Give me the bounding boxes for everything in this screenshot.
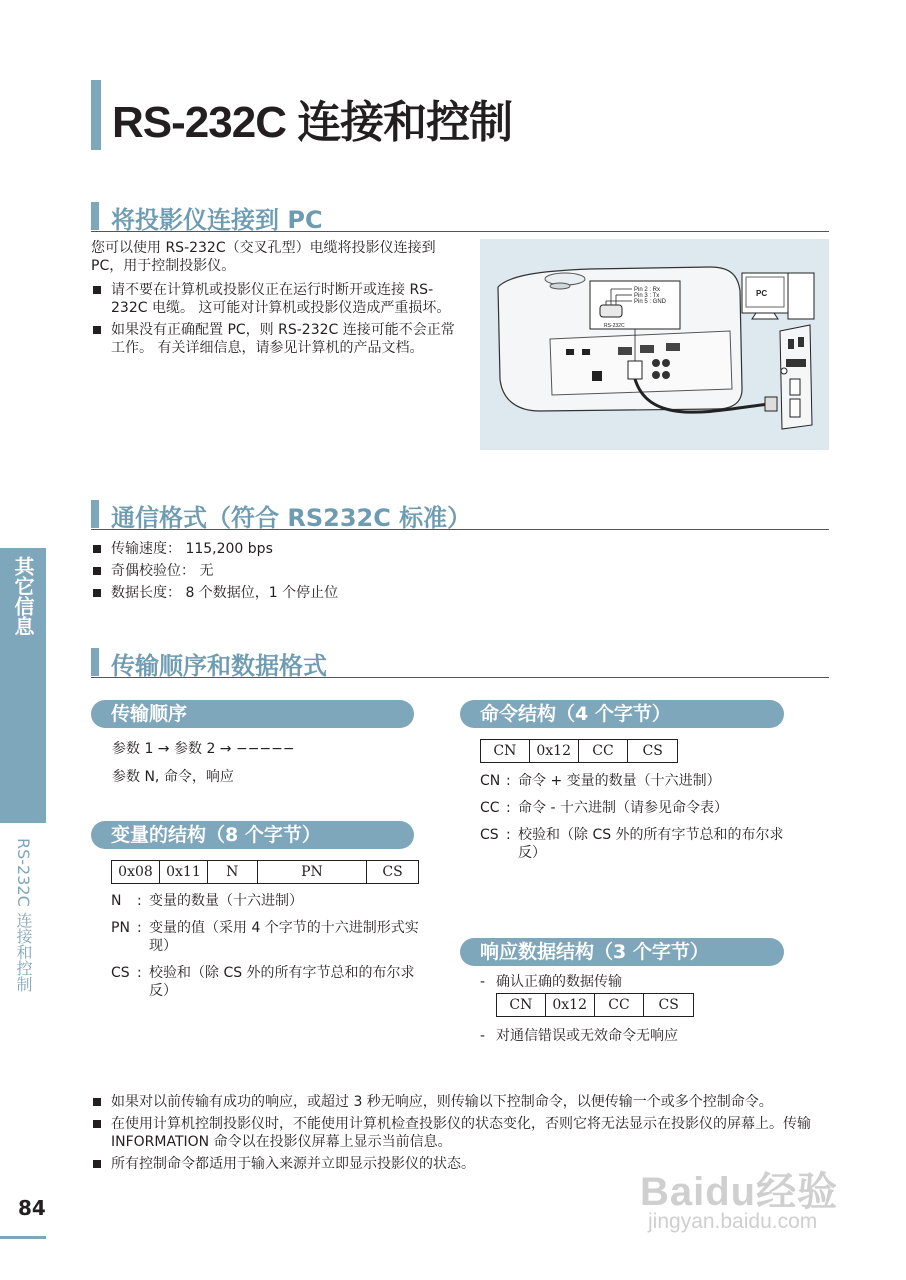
list-item: 所有控制命令都适用于输入来源并立即显示投影仪的状态。 [91,1155,876,1173]
desc-row: CC : 命令 - 十六进制（请参见命令表） [480,799,800,817]
desc-key: PN [111,920,130,936]
watermark-logo: Baidu经验 [640,1170,839,1214]
warning-list [91,281,466,357]
title-accent-bar [91,80,101,150]
variable-byte-table [111,860,419,884]
projector-pc-diagram [480,239,829,450]
connection-illustration [480,239,829,450]
section-heading-comm-format [91,498,829,530]
side-section-label: RS-232C 连接和控制 [14,838,33,992]
command-descriptions [480,772,800,871]
desc-value: 校验和（除 CS 外的所有字节总和的布尔求反） [149,965,415,999]
pc-tower-icon [788,273,814,319]
desc-row: CS : 校验和（除 CS 外的所有字节总和的布尔求反） [111,964,421,1000]
page-number: 84 [18,1196,46,1220]
desc-value: 校验和（除 CS 外的所有字节总和的布尔求反） [518,827,784,861]
section-accent-bar [91,500,99,528]
transmission-sequence [112,740,412,786]
list-item: 数据长度： 8 个数据位，1 个停止位 [91,584,591,602]
db9-connector-icon [600,305,622,317]
page-title: RS-232C 连接和控制 [112,98,513,147]
section-title: 将投影仪连接到 PC [111,206,323,234]
command-byte-table [480,739,678,763]
table-cell: CN [481,740,530,763]
section-accent-bar [91,648,99,676]
page-number-rule [0,1236,46,1239]
list-item: 请不要在计算机或投影仪正在运行时断开或连接 RS-232C 电缆。 这可能对计算机或投影仪造成严重损坏。 [91,281,466,317]
response-note: 确认正确的数据传输 [496,974,622,990]
desc-value: 变量的值（采用 4 个字节的十六进制形式实现） [149,920,419,954]
cable-plug [765,397,777,411]
table-cell: CC [594,994,644,1017]
desc-value: 命令 + 变量的数量（十六进制） [518,773,721,789]
pill-variable-structure: 变量的结构（8 个字节） [91,821,414,849]
projector-vent [550,283,570,289]
port-label: RS-232C [604,323,625,329]
list-item: 奇偶校验位： 无 [91,562,591,580]
desc-row: PN : 变量的值（采用 4 个字节的十六进制形式实现） [111,919,421,955]
side-tab-label: 其它信息 [11,556,35,636]
section-accent-bar [91,202,99,230]
sequence-line: 参数 N, 命令，响应 [112,769,234,785]
pin-label: Pin 3 : Tx [634,293,660,299]
list-item: 在使用计算机控制投影仪时，不能使用计算机检查投影仪的状态变化，否则它将无法显示在投影仪的屏幕上。传输 INFORMATION 命令以在投影仪屏幕上显示当前信息。 [91,1115,876,1151]
variable-descriptions [111,892,421,1009]
desc-key: CN [480,773,501,789]
table-cell: CS [628,740,678,763]
response-note: 对通信错误或无效命令无响应 [496,1028,678,1044]
section2-body [91,540,591,606]
desc-key: CC [480,800,500,816]
table-cell: N [207,861,257,884]
pin-label: Pin 5 : GND [634,299,667,305]
desc-row: CN : 命令 + 变量的数量（十六进制） [480,772,800,790]
table-row [112,861,419,884]
table-row [497,994,694,1017]
watermark-url: jingyan.baidu.com [648,1210,818,1233]
section-title: 传输顺序和数据格式 [111,652,327,680]
intro-paragraph: 您可以使用 RS-232C（交叉孔型）电缆将投影仪连接到 PC，用于控制投影仪。 [91,240,436,274]
table-cell: CS [367,861,419,884]
section-heading-sequence [91,646,829,678]
response-byte-table [496,993,694,1017]
list-item: 如果对以前传输有成功的响应，或超过 3 秒无响应，则传输以下控制命令，以便传输一个或多个控制命令。 [91,1093,876,1111]
pc-label: PC [756,289,768,298]
desc-value: 变量的数量（十六进制） [149,893,303,909]
desc-value: 命令 - 十六进制（请参见命令表） [518,800,728,816]
table-cell: PN [257,861,366,884]
comm-spec-list [91,540,591,602]
response-line-2: - 对通信错误或无效命令无响应 [480,1027,800,1054]
table-cell: CN [497,994,546,1017]
rs232c-port [628,361,642,379]
desc-key: N [111,893,122,909]
table-cell: CC [578,740,628,763]
sequence-line: 参数 1 → 参数 2 → −−−−− [112,741,295,757]
section-heading-connect [91,200,829,232]
desc-key: CS [480,827,499,843]
section-title: 通信格式（符合 RS232C 标准） [111,504,472,532]
list-item: 如果没有正确配置 PC，则 RS-232C 连接可能不会正常工作。 有关详细信息，请参见计算机的产品文档。 [91,321,466,357]
pill-command-structure: 命令结构（4 个字节） [460,700,784,728]
table-cell: 0x08 [112,861,160,884]
pin-label: Pin 2 : Rx [634,287,661,293]
pill-transmission-order: 传输顺序 [91,700,414,728]
table-row [481,740,678,763]
table-cell: 0x12 [529,740,578,763]
pill-response-structure: 响应数据结构（3 个字节） [460,938,784,966]
section1-body [91,239,466,361]
table-cell: 0x12 [545,994,594,1017]
list-item: 传输速度： 115,200 bps [91,540,591,558]
desc-row: N : 变量的数量（十六进制） [111,892,421,910]
table-cell: 0x11 [159,861,207,884]
table-cell: CS [644,994,694,1017]
desc-row: CS : 校验和（除 CS 外的所有字节总和的布尔求反） [480,826,800,862]
desc-key: CS [111,965,130,981]
response-line-1: - 确认正确的数据传输 [480,973,800,1000]
